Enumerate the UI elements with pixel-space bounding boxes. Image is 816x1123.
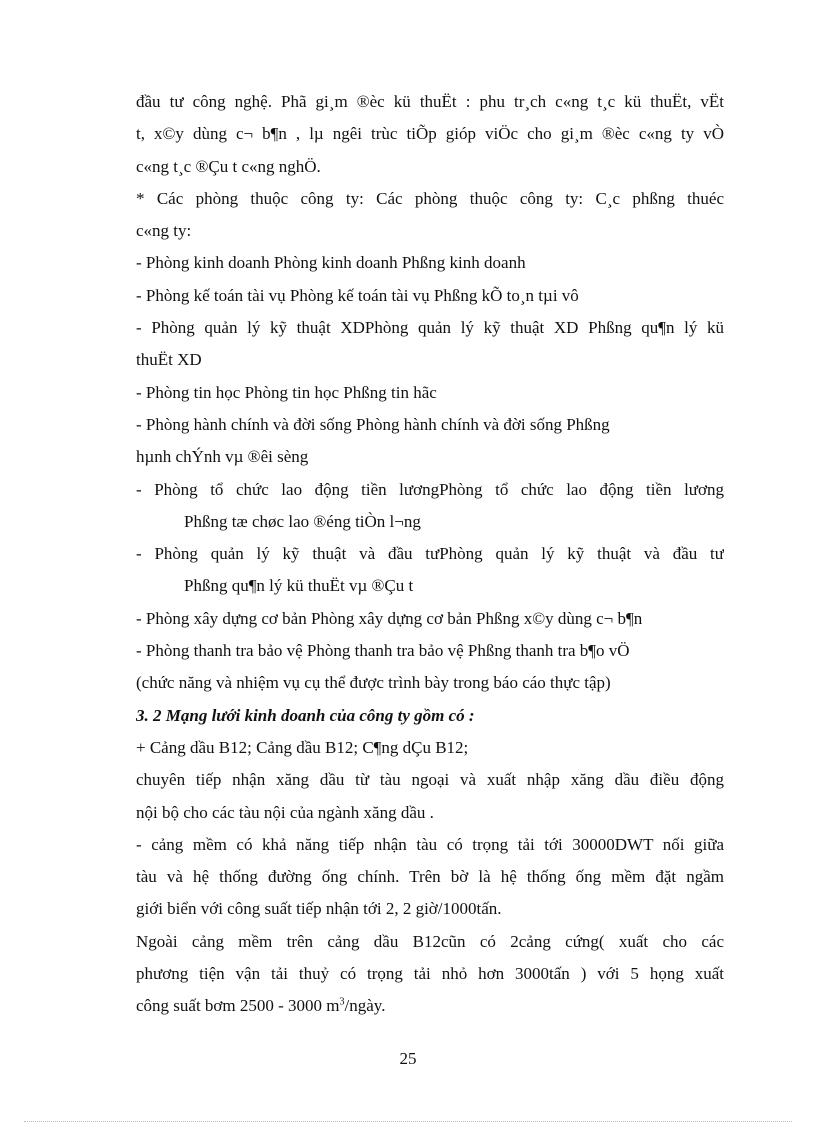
text-line: * Các phòng thuộc công ty: Các phòng thuộc công ty: C¸c phßng thuéc <box>136 188 724 208</box>
list-item: - Phòng thanh tra bảo vệ Phòng thanh tra bảo vệ Phßng thanh tra b¶o vÖ <box>136 641 630 661</box>
list-item: - Phòng tin học Phòng tin học Phßng tin hãc <box>136 382 437 402</box>
section-heading: 3. 2 Mạng lưới kinh doanh của công ty gồm có : <box>136 705 475 725</box>
text-line: nội bộ cho các tàu nội của ngành xăng dầu . <box>136 802 434 822</box>
text-line: t, x©y dùng c¬ b¶n , lµ ngêi trùc tiÕp gióp viÖc cho gi¸m ®èc c«ng ty vÒ <box>136 124 724 144</box>
text-line: thuËt XD <box>136 350 202 370</box>
text-line: (chức năng và nhiệm vụ cụ thể được trình bày trong báo cáo thực tập) <box>136 673 611 693</box>
text-fragment: /ngày. <box>344 996 386 1016</box>
list-item: - Phòng kinh doanh Phòng kinh doanh Phßng kinh doanh <box>136 253 526 273</box>
text-line <box>136 990 724 1022</box>
text-line: chuyên tiếp nhận xăng dầu từ tàu ngoại và xuất nhập xăng dầu điều động <box>136 770 724 790</box>
text-line: giới biển với công suất tiếp nhận tới 2, 2 giờ/1000tấn. <box>136 899 502 919</box>
list-item: + Cảng dầu B12; Cảng dầu B12; C¶ng dÇu B12; <box>136 737 469 757</box>
text-line: Phßng qu¶n lý kü thuËt vµ ®Çu t <box>184 576 414 596</box>
text-line: Ngoài cảng mềm trên cảng dầu B12cũn có 2cảng cứng( xuất cho các <box>136 931 724 951</box>
footer-divider <box>24 1121 792 1122</box>
list-item: - Phòng tổ chức lao động tiền lươngPhòng tổ chức lao động tiền lương <box>136 479 724 499</box>
text-line: c«ng t¸c ®Çu t c«ng nghÖ. <box>136 156 321 176</box>
text-line: đầu tư công nghệ. Phã gi¸m ®èc kü thuËt : phu tr¸ch c«ng t¸c kü thuËt, vËt <box>136 92 724 111</box>
list-item: - cảng mềm có khả năng tiếp nhận tàu có trọng tải tới 30000DWT nối giữa <box>136 834 724 854</box>
list-item: - Phòng quản lý kỹ thuật XDPhòng quản lý kỹ thuật XD Phßng qu¶n lý kü <box>136 318 724 338</box>
text-line: phương tiện vận tải thuỷ có trọng tải nhỏ hơn 3000tấn ) với 5 họng xuất <box>136 964 724 984</box>
page-number: 25 <box>399 1049 417 1068</box>
text-line: tàu và hệ thống đường ống chính. Trên bờ là hệ thống ống mềm đặt ngầm <box>136 867 724 887</box>
text-line: Phßng tæ chøc lao ®éng tiÒn l¬ng <box>184 511 421 531</box>
list-item: - Phòng kế toán tài vụ Phòng kế toán tài vụ Phßng kÕ to¸n tµi vô <box>136 285 579 305</box>
superscript: 3 <box>339 996 345 1008</box>
list-item: - Phòng quản lý kỹ thuật và đầu tưPhòng quản lý kỹ thuật và đầu tư <box>136 544 724 564</box>
text-line: hµnh chÝnh vµ ®êi sèng <box>136 447 309 467</box>
body-text <box>136 86 724 1023</box>
list-item: - Phòng xây dựng cơ bản Phòng xây dựng cơ bản Phßng x©y dùng c¬ b¶n <box>136 608 643 628</box>
text-line: c«ng ty: <box>136 221 192 241</box>
text-fragment: công suất bơm 2500 - 3000 m <box>136 996 340 1016</box>
list-item: - Phòng hành chính và đời sống Phòng hành chính và đời sống Phßng <box>136 414 610 434</box>
